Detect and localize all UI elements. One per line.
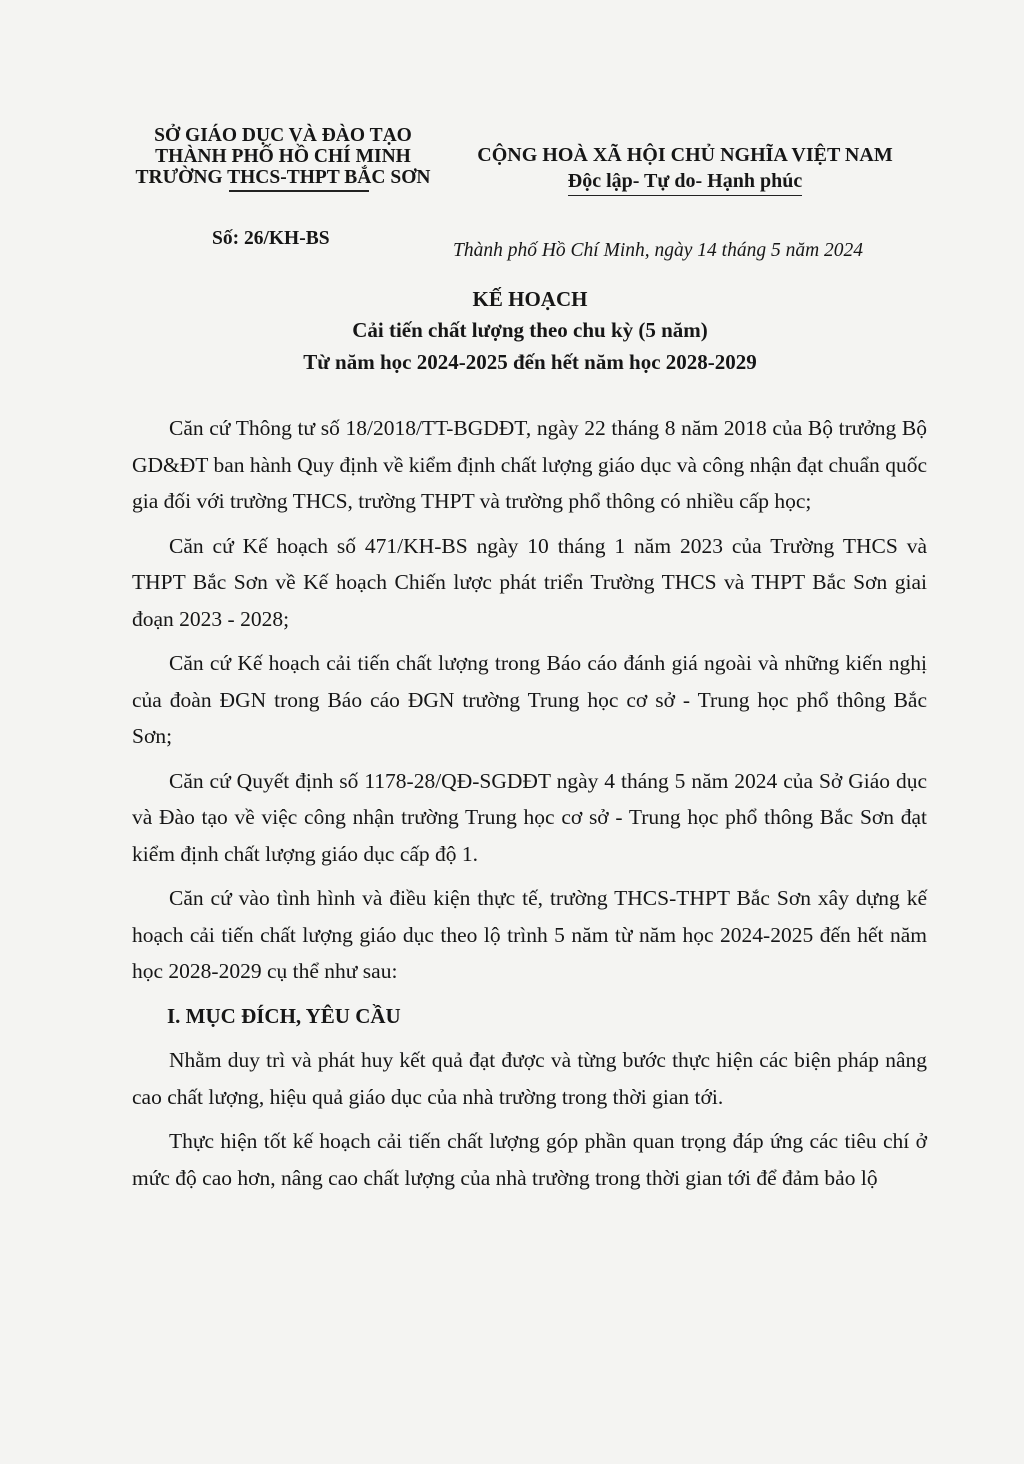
document-number: Số: 26/KH-BS (212, 228, 330, 249)
paragraph-legal-basis-1: Căn cứ Thông tư số 18/2018/TT-BGDĐT, ngày 22 tháng 8 năm 2018 của Bộ trưởng Bộ GD&ĐT ban hành Quy định về kiểm định chất lượng giáo dục và công nhận đạt chuẩn quốc gia đối với trường THCS, trường THPT và trường phổ thông có nhiều cấp học; (132, 416, 927, 513)
section-paragraph-1: Nhằm duy trì và phát huy kết quả đạt được và từng bước thực hiện các biện pháp nâng cao chất lượng, hiệu quả giáo dục của nhà trường trong thời gian tới. (132, 1048, 927, 1109)
authority-line-2: THÀNH PHỐ HỒ CHÍ MINH (155, 146, 411, 167)
document-subtitle: Cải tiến chất lượng theo chu kỳ (5 năm) (352, 318, 708, 342)
section-paragraph-2: Thực hiện tốt kế hoạch cải tiến chất lượng góp phần quan trọng đáp ứng các tiêu chí ở mức độ cao hơn, nâng cao chất lượng của nhà trường trong thời gian tới để đảm bảo lộ (132, 1129, 927, 1190)
paragraph-legal-basis-3: Căn cứ Kế hoạch cải tiến chất lượng trong Báo cáo đánh giá ngoài và những kiến nghị của đoàn ĐGN trong Báo cáo ĐGN trường Trung học cơ sở - Trung học phổ thông Bắc Sơn; (132, 651, 927, 748)
school-name: TRƯỜNG THCS-THPT BẮC SƠN (135, 167, 431, 188)
issuing-authority (118, 125, 448, 192)
document-period: Từ năm học 2024-2025 đến hết năm học 2028-2029 (303, 350, 757, 374)
document-body (132, 410, 927, 1204)
document-title-block (130, 285, 930, 377)
paragraph-legal-basis-5: Căn cứ vào tình hình và điều kiện thực tế, trường THCS-THPT Bắc Sơn xây dựng kế hoạch cải tiến chất lượng giáo dục theo lộ trình 5 năm từ năm học 2024-2025 đến hết năm học 2028-2029 cụ thể như sau: (132, 886, 927, 983)
document-title: KẾ HOẠCH (472, 287, 588, 311)
paragraph-legal-basis-2: Căn cứ Kế hoạch số 471/KH-BS ngày 10 tháng 1 năm 2023 của Trường THCS và THPT Bắc Sơn về Kế hoạch Chiến lược phát triển Trường THCS và THPT Bắc Sơn giai đoạn 2023 - 2028; (132, 533, 927, 631)
place-date-line: Thành phố Hồ Chí Minh, ngày 14 tháng 5 năm 2024 (453, 240, 864, 261)
section-heading: I. MỤC ĐÍCH, YÊU CẦU (167, 1003, 401, 1028)
authority-line-1: SỞ GIÁO DỤC VÀ ĐÀO TẠO (154, 125, 412, 146)
paragraph-legal-basis-4: Căn cứ Quyết định số 1178-28/QĐ-SGDĐT ngày 4 tháng 5 năm 2024 của Sở Giáo dục và Đào tạo về việc công nhận trường Trung học cơ sở - Trung học phổ thông Bắc Sơn đạt kiểm định chất lượng giáo dục cấp độ 1. (132, 768, 927, 866)
national-heading (460, 142, 910, 196)
national-motto: Độc lập- Tự do- Hạnh phúc (568, 168, 802, 196)
national-title: CỘNG HOÀ XÃ HỘI CHỦ NGHĨA VIỆT NAM (477, 144, 893, 166)
school-name-underline (229, 190, 369, 192)
